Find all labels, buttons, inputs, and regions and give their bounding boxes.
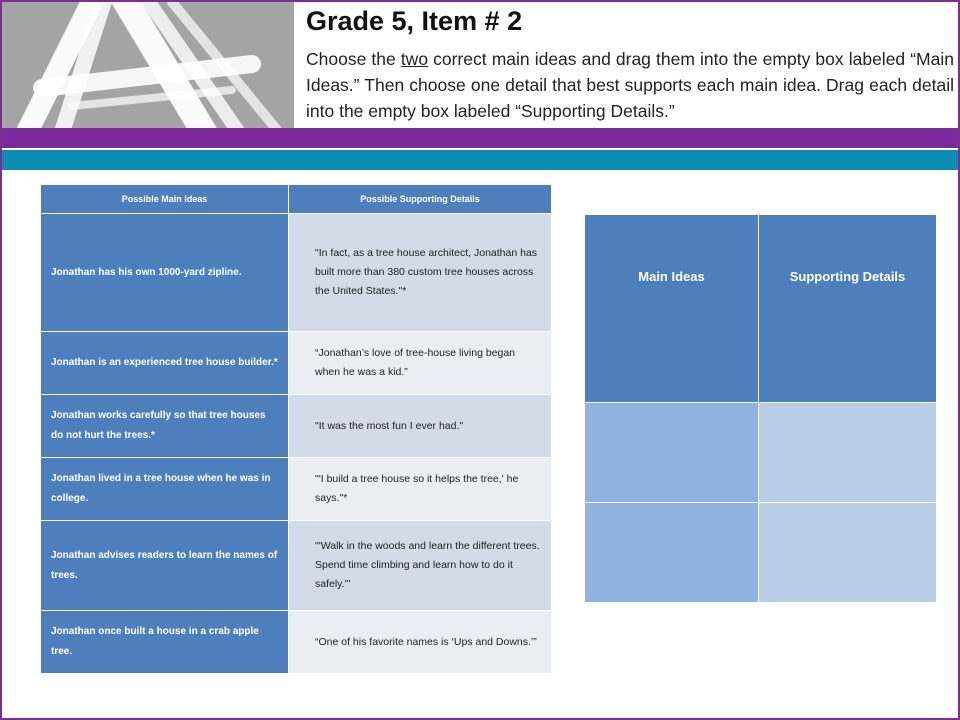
main-idea-drop-zone[interactable] (585, 503, 759, 603)
detail-option[interactable]: "In fact, as a tree house architect, Jonathan has built more than 380 custom tree houses across the United States."* (289, 214, 552, 332)
main-idea-option[interactable]: Jonathan is an experienced tree house builder.* (41, 332, 289, 395)
supporting-detail-drop-zone[interactable] (759, 403, 937, 503)
answer-header-supporting-details: Supporting Details (759, 215, 937, 403)
instructions: Choose the two correct main ideas and drag them into the empty box labeled “Main Ideas.” Then choose one detail that best supports each main idea. Drag each detail into the empty box labeled “Supporting Details.” (306, 49, 954, 121)
answer-header-main-ideas: Main Ideas (585, 215, 759, 403)
answer-table (584, 214, 937, 603)
page-title: Grade 5, Item # 2 (306, 6, 523, 36)
main-idea-option[interactable]: Jonathan lived in a tree house when he was in college. (41, 458, 289, 521)
logo (2, 2, 294, 128)
teal-divider-bar (2, 150, 958, 170)
main-idea-option[interactable]: Jonathan advises readers to learn the names of trees. (41, 521, 289, 611)
main-idea-option[interactable]: Jonathan has his own 1000-yard zipline. (41, 214, 289, 332)
options-header-supporting-details: Possible Supporting Details (289, 185, 552, 214)
main-idea-option[interactable]: Jonathan once built a house in a crab apple tree. (41, 611, 289, 674)
supporting-detail-drop-zone[interactable] (759, 503, 937, 603)
options-header-main-ideas: Possible Main Ideas (41, 185, 289, 214)
purple-divider-bar (2, 128, 958, 148)
options-table (40, 184, 552, 674)
detail-option[interactable]: “One of his favorite names is ‘Ups and Downs.’” (289, 611, 552, 674)
detail-option[interactable]: “Jonathan’s love of tree-house living began when he was a kid.” (289, 332, 552, 395)
letter-a-logo-icon (2, 2, 294, 128)
main-idea-option[interactable]: Jonathan works carefully so that tree houses do not hurt the trees.* (41, 395, 289, 458)
detail-option[interactable]: "'I build a tree house so it helps the tree,' he says."* (289, 458, 552, 521)
main-idea-drop-zone[interactable] (585, 403, 759, 503)
detail-option[interactable]: "'Walk in the woods and learn the different trees. Spend time climbing and learn how to do it safely.'" (289, 521, 552, 611)
detail-option[interactable]: "It was the most fun I ever had." (289, 395, 552, 458)
